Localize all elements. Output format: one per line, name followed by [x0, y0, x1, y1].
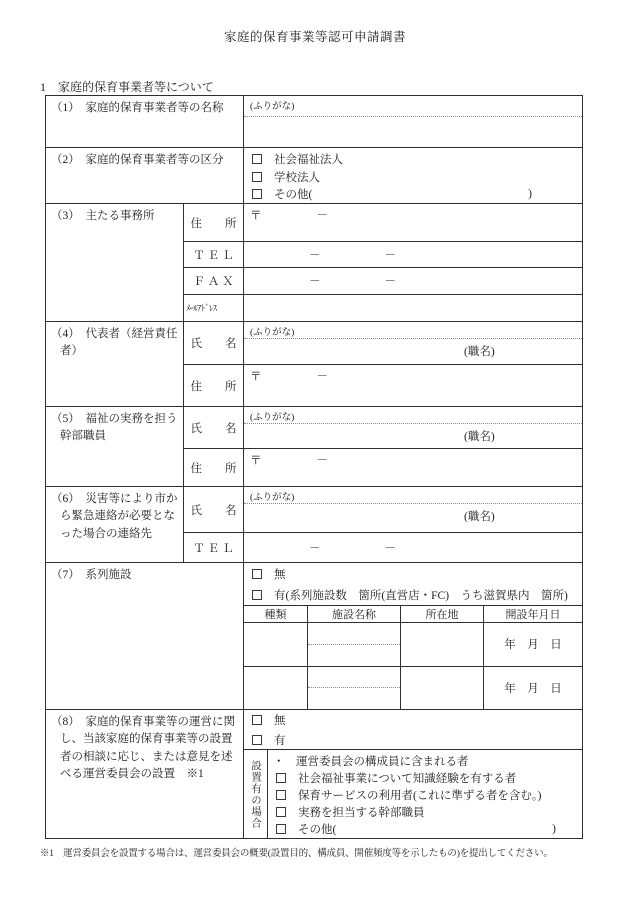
checkbox-icon[interactable] [252, 172, 262, 182]
row-business-category-label: （2） 家庭的保育事業者等の区分 [46, 148, 244, 203]
business-name-field [244, 117, 582, 147]
facilities-table-header [244, 606, 582, 623]
footnote: ※1 運営委員会を設置する場合は、運営委員会の概要(設置目的、構成員、開催頻度等を示したもの)を提出してください。 [40, 849, 553, 859]
option-social-welfare-corp [244, 150, 582, 168]
member-option-executive [268, 804, 582, 821]
tel-label: Ｔ Ｅ Ｌ [184, 533, 244, 562]
main-office-tel-row [184, 242, 582, 268]
furigana-label: (ふりがな) [244, 322, 582, 339]
member-option-other [268, 821, 582, 838]
address-label: 住 所 [184, 449, 244, 486]
committee-members-bullet: ・ 運営委員会の構成員に含まれる者 [273, 755, 469, 768]
mail-address-field [244, 295, 582, 321]
facility-row [244, 667, 582, 710]
header-location: 所在地 [401, 606, 484, 622]
checkbox-icon[interactable] [252, 569, 262, 579]
facility-location-cell [401, 623, 484, 666]
tel-dash: － [384, 249, 396, 262]
tel-field [244, 242, 582, 267]
option-yes [244, 730, 582, 750]
fax-field [244, 268, 582, 294]
main-office-fax-row [184, 268, 582, 295]
executive-name-row [184, 407, 582, 449]
row-business-name-label: （1） 家庭的保育事業者等の名称 [46, 96, 244, 147]
facility-type-cell [244, 667, 308, 710]
checkbox-icon[interactable] [276, 773, 286, 783]
option-other [244, 185, 582, 203]
option-label: 社会福祉法人 [274, 153, 343, 166]
postal-code-field [244, 449, 582, 486]
option-label: 有(系列施設数 箇所(直営店・FC) うち滋賀県内 箇所) [274, 589, 568, 602]
option-label: 保育サービスの利用者(これに準ずる者を含む。) [298, 790, 542, 803]
emergency-name-row [184, 487, 582, 533]
option-label: 実務を担当する幹部職員 [298, 807, 425, 820]
mail-address-label: ﾒｰﾙｱﾄﾞﾚｽ [184, 295, 244, 321]
name-label: 氏 名 [184, 322, 244, 364]
option-school-corp [244, 168, 582, 186]
fax-dash: － [384, 276, 396, 288]
name-label: 氏 名 [184, 487, 244, 532]
postal-dash: － [316, 210, 328, 222]
facility-location-cell [401, 667, 484, 710]
option-label: 社会福祉事業について知識経験を有する者 [298, 772, 517, 785]
row-steering-committee-label: （8） 家庭的保育事業等の運営に関し、当該家庭的保育事業等の設置者の相談に応じ、または意見を述べる運営委員会の設置 ※1 [46, 710, 244, 838]
tel-label: Ｔ Ｅ Ｌ [184, 242, 244, 267]
job-title-label: (職名) [464, 511, 495, 523]
row-steering-committee [46, 710, 582, 838]
facility-date-cell: 年 月 日 [504, 682, 562, 695]
postal-code-field [244, 204, 582, 241]
option-label: その他( [298, 824, 337, 837]
job-title-label: (職名) [464, 431, 495, 443]
option-yes [244, 584, 582, 605]
row-affiliated-facilities [46, 563, 582, 710]
checkbox-icon[interactable] [252, 590, 262, 600]
committee-detail-section [244, 750, 582, 838]
header-type: 種類 [244, 606, 308, 622]
close-paren: ) [528, 188, 532, 201]
main-office-address-row [184, 204, 582, 242]
application-form-table [45, 95, 583, 839]
option-none [244, 563, 582, 584]
if-established-label: 設置有の場合 [244, 750, 268, 838]
postal-code-field [244, 365, 582, 406]
facility-name-cell [308, 667, 401, 710]
job-title-label: (職名) [464, 346, 495, 358]
header-opening-date: 開設年月日 [505, 609, 561, 621]
fax-dash: － [309, 276, 321, 288]
checkbox-icon[interactable] [276, 824, 286, 834]
checkbox-icon[interactable] [252, 154, 262, 164]
page-title: 家庭的保育事業等認可申請調書 [223, 30, 406, 44]
checkbox-icon[interactable] [252, 735, 262, 745]
postal-dash: － [316, 455, 328, 467]
name-label: 氏 名 [184, 407, 244, 448]
facility-type-cell [244, 623, 308, 666]
checkbox-icon[interactable] [276, 807, 286, 817]
tel-dash: － [309, 542, 321, 555]
checkbox-icon[interactable] [252, 189, 262, 199]
postal-mark: 〒 [250, 455, 262, 467]
option-label: 学校法人 [274, 171, 320, 184]
checkbox-icon[interactable] [276, 790, 286, 800]
option-label: 無 [274, 715, 286, 728]
representative-name-row [184, 322, 582, 365]
postal-mark: 〒 [250, 210, 262, 222]
row-emergency-contact-label: （6） 災害等により市から緊急連絡が必要となった場合の連絡先 [46, 487, 184, 562]
close-paren: ) [552, 823, 556, 836]
row-affiliated-facilities-label: （7） 系列施設 [46, 563, 244, 709]
facility-name-cell [308, 623, 401, 666]
fax-label: Ｆ Ａ Ｘ [184, 268, 244, 294]
row-welfare-executive-label: （5） 福祉の実務を担う幹部職員 [46, 407, 184, 486]
row-representative-label: （4） 代表者（経営責任者） [46, 322, 184, 406]
facility-row [244, 623, 582, 667]
checkbox-icon[interactable] [252, 715, 262, 725]
option-label: 無 [274, 568, 286, 581]
header-facility-name: 施設名称 [308, 606, 401, 622]
postal-dash: － [316, 371, 328, 383]
row-emergency-contact [46, 487, 582, 563]
postal-mark: 〒 [250, 371, 262, 383]
furigana-label: (ふりがな) [244, 96, 582, 117]
address-label: 住 所 [184, 204, 244, 241]
tel-field [244, 533, 582, 562]
row-welfare-executive [46, 407, 582, 487]
row-business-category [46, 148, 582, 204]
emergency-tel-row [184, 533, 582, 562]
furigana-label: (ふりがな) [244, 487, 582, 504]
representative-address-row [184, 365, 582, 406]
option-label: その他( [274, 189, 313, 202]
tel-dash: － [309, 249, 321, 262]
facility-date-cell: 年 月 日 [504, 639, 562, 652]
row-representative [46, 322, 582, 407]
tel-dash: － [384, 542, 396, 555]
row-main-office-label: （3） 主たる事務所 [46, 204, 184, 321]
main-office-mail-row [184, 295, 582, 321]
section-heading: 1 家庭的保育事業者等について [40, 80, 214, 94]
furigana-label: (ふりがな) [244, 407, 582, 424]
executive-address-row [184, 449, 582, 486]
row-business-name [46, 96, 582, 148]
option-label: 有 [274, 734, 286, 747]
member-option-service-user [268, 786, 582, 803]
option-none [244, 710, 582, 730]
address-label: 住 所 [184, 365, 244, 406]
row-main-office [46, 204, 582, 322]
facilities-table [244, 605, 582, 709]
member-option-knowledge [268, 769, 582, 786]
